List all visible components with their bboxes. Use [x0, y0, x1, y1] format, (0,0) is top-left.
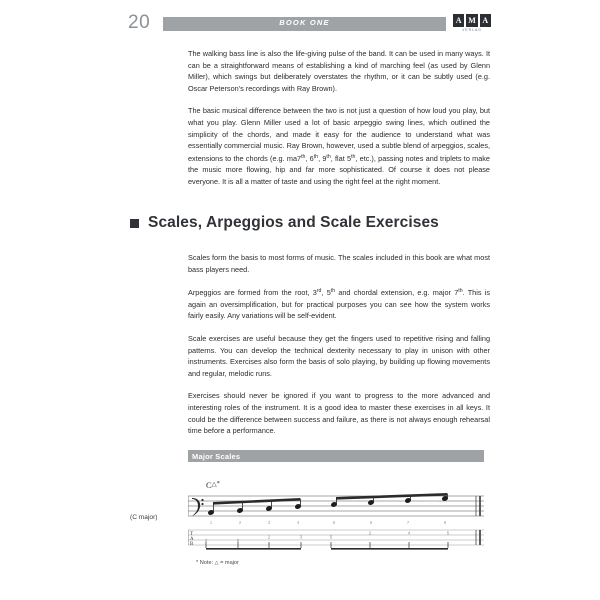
note-index: 6 — [369, 520, 373, 525]
section-text-block — [188, 252, 490, 448]
paragraph: Exercises should never be ignored if you want to progress to the more advanced and interesting roles of the instrument. It is a good idea to master these exercises in all keys. It could be the difference between success and failure, as there is not always enough rehearsal time before a performance. — [188, 391, 490, 436]
note-index: 2 — [238, 520, 242, 525]
paragraph: Scales form the basis to most forms of music. The scales included in this book are what most bass players need. — [188, 253, 490, 274]
tab-fret-number: 3 — [204, 538, 208, 543]
section-title: Scales, Arpeggios and Scale Exercises — [148, 214, 439, 231]
tab-barline-end — [476, 530, 480, 545]
tab-fret-number: 5 — [446, 530, 450, 536]
major-triangle-icon: △ — [211, 481, 217, 488]
tab-fret-number: 5 — [236, 538, 240, 543]
note-index: 5 — [332, 520, 336, 525]
running-title-bar — [163, 17, 446, 31]
note-group-1 — [208, 498, 301, 515]
logo-letter-blocks — [453, 14, 491, 27]
note-index-numbers — [210, 520, 447, 525]
publisher-logo — [453, 14, 491, 34]
logo-letter-1: A — [453, 14, 464, 27]
running-title: BOOK ONE — [279, 18, 330, 27]
paragraph: Arpeggios are formed from the root, 3rd, 5th and chordal extension, e.g. major 7th. This is again an oversimplification, but for practical purposes you can see how the system works fairly easily. Any variations will be self-evident. — [188, 288, 490, 321]
logo-letter-2: M — [468, 16, 476, 25]
section-heading — [130, 214, 439, 232]
chord-symbol — [206, 480, 220, 490]
svg-text:A: A — [190, 537, 194, 542]
svg-text:B: B — [190, 542, 194, 547]
tab-fret-number: 5 — [329, 534, 333, 540]
paragraph: Scale exercises are useful because they get the fingers used to repetitive rising and falling patterns. You can develop the technical dexterity necessary to play in unison with other instruments. Exercises also form the basis of solo playing, by building up flowing movements and regular, melodic runs. — [188, 333, 490, 378]
chord-root: C — [206, 480, 212, 490]
tab-fret-number: 4 — [407, 530, 411, 536]
intro-text-block — [188, 48, 490, 199]
note-index: 4 — [296, 520, 300, 525]
notation-footnote — [196, 560, 239, 566]
staff-and-tab — [188, 490, 488, 560]
note-index: 7 — [406, 520, 410, 525]
key-label: (C major) — [130, 514, 158, 521]
footnote-marker: * — [216, 480, 220, 487]
tab-beam-2 — [331, 548, 448, 550]
note-index: 3 — [267, 520, 271, 525]
subsection-label: Major Scales — [192, 451, 241, 461]
logo-subtext: VERLAG — [462, 28, 482, 32]
major-triangle-icon: △ — [214, 560, 219, 566]
note-index: 1 — [209, 520, 213, 525]
tab-lines — [188, 530, 484, 545]
tab-fret-number: 2 — [267, 534, 271, 540]
svg-text:T: T — [190, 532, 194, 537]
tab-fret-number: 2 — [368, 530, 372, 536]
square-bullet-icon — [130, 219, 139, 228]
page-number: 20 — [128, 12, 151, 33]
subsection-bar — [188, 450, 484, 462]
tab-beam-1 — [206, 548, 301, 550]
note-group-2 — [331, 493, 448, 507]
tab-fret-number: 3 — [299, 534, 303, 540]
music-notation-block — [128, 478, 488, 578]
footnote-text-before: Note: — [198, 560, 215, 566]
paragraph: The basic musical difference between the two is not just a question of how loud you play, but what you play. Glenn Miller used a lot of basic arpeggio swing lines, which outlined the simplicity of the chords, and made it easy for the audience to understand what was essentially commercial music. Ray Brown, however, used a subtle blend of arpeggios, scales, extensions to the chords (e.g. ma7th, 6th, 9th, flat 5th, etc.), passing notes and triplets to make the music more flowing, hip and far more sophisticated. Of course it does not please everyone. It is all a matter of taste and using the right feel at the right moment. — [188, 106, 490, 186]
paragraph: The walking bass line is also the life-giving pulse of the band. It can be used in many ways. It can be a straightforward means of establishing a kind of marching feel (as used by Glenn Miller), which swings but deliberately overstates the rhythm, or it can be subtly used (e.g. Oscar Peterson's recordings with Ray Brown). — [188, 49, 490, 93]
footnote-text-after: = major — [218, 560, 239, 566]
page-header — [128, 14, 500, 40]
note-index: 8 — [443, 520, 447, 525]
tab-fret-numbers — [205, 531, 450, 544]
footnote-mark: * — [196, 560, 199, 566]
logo-letter-3: A — [480, 14, 491, 27]
